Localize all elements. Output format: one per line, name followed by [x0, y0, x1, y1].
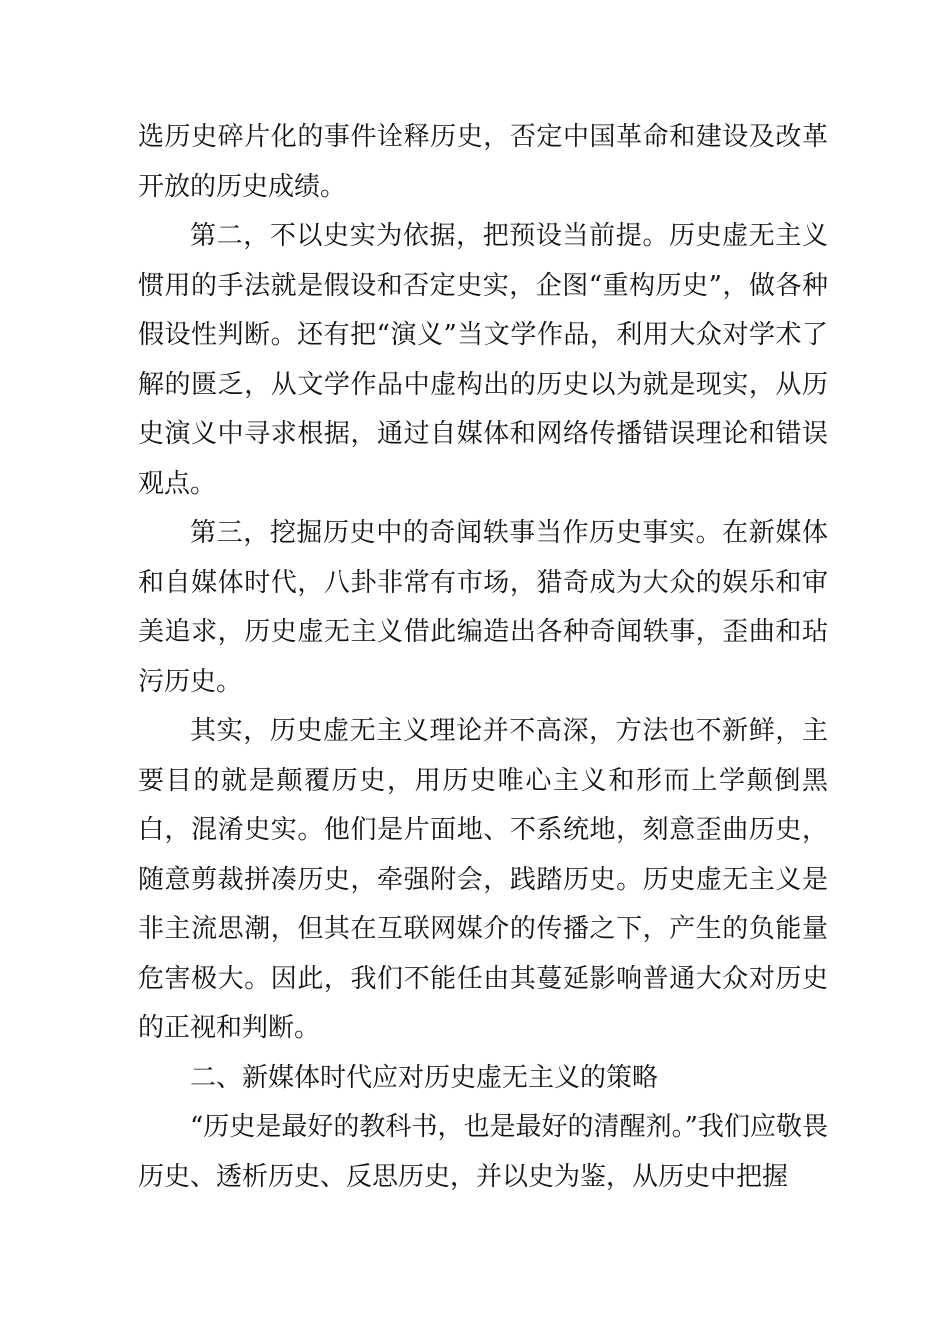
paragraph-third-point: 第三，挖掘历史中的奇闻轶事当作历史事实。在新媒体和自媒体时代，八卦非常有市场，猎奇成为大众的娱乐和审美追求，历史虚无主义借此编造出各种奇闻轶事，歪曲和玷污历史。 [138, 518, 828, 697]
paragraph-quote: “历史是最好的教科书，也是最好的清醒剂。”我们应敬畏历史、透析历史、反思历史，并以史为鉴，从历史中把握 [138, 1112, 828, 1192]
section-heading: 二、新媒体时代应对历史虚无主义的策略 [190, 1062, 659, 1093]
paragraph-summary: 其实，历史虚无主义理论并不高深，方法也不新鲜，主要目的就是颠覆历史，用历史唯心主义和形而上学颠倒黑白，混淆史实。他们是片面地、不系统地，刻意歪曲历史，随意剪裁拼凑历史，牵强附会，践踏历史。历史虚无主义是非主流思潮，但其在互联网媒介的传播之下，产生的负能量危害极大。因此，我们不能任由其蔓延影响普通大众对历史的正视和判断。 [138, 716, 828, 1043]
document-body [138, 113, 828, 1202]
paragraph-second-point: 第二，不以史实为依据，把预设当前提。历史虚无主义惯用的手法就是假设和否定史实，企图“重构历史”，做各种假设性判断。还有把“演义”当文学作品，利用大众对学术了解的匮乏，从文学作品中虚构出的历史以为就是现实，从历史演义中寻求根据，通过自媒体和网络传播错误理论和错误观点。 [138, 221, 828, 499]
paragraph-continuation: 选历史碎片化的事件诠释历史，否定中国革命和建设及改革开放的历史成绩。 [138, 122, 828, 202]
